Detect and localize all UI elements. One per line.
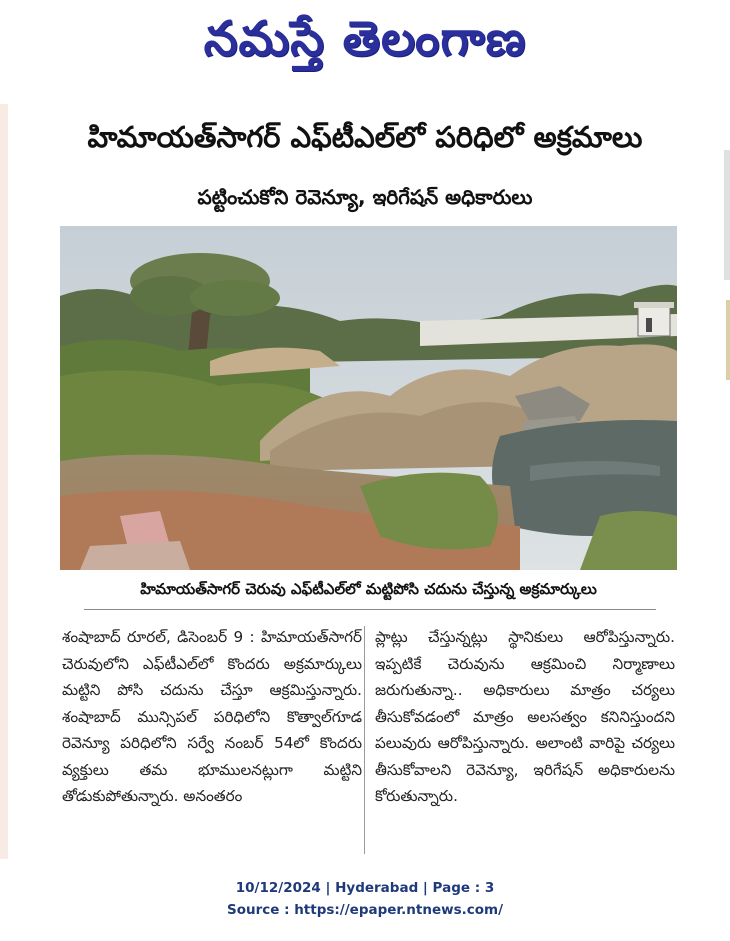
article-subheadline: పట్టించుకోని రెవెన్యూ, ఇరిగేషన్ అధికారులు xyxy=(197,185,533,209)
adjacent-page-edge-right-lower xyxy=(726,300,730,380)
article-photo xyxy=(60,226,677,570)
article-headline: హిమాయత్‌సాగర్ ఎఫ్‌టీఎల్‌లో పరిధిలో అక్రమాలు xyxy=(87,120,643,154)
article-body-left-column: శంషాబాద్ రూరల్, డిసెంబర్ 9 : హిమాయత్‌సాగర్ చెరువులోని ఎఫ్‌టీఎల్‌లో కొందరు అక్రమార్కులు మట్టిని పోసి చదును చేస్తూ ఆక్రమిస్తున్నారు. శంషాబాద్ మున్సిపల్ పరిధిలోని కొత్వాల్‌గూడ రెవెన్యూ పరిధిలోని సర్వే నంబర్ 54లో కొందరు వ్యక్తులు తమ భూములనట్లుగా మట్టిని తోడుకుపోతున్నారు. అనంతరం xyxy=(62,628,362,805)
photo-caption: హిమాయత్‌సాగర్ చెరువు ఎఫ్‌టీఎల్‌లో మట్టిపోసి చదును చేస్తున్న అక్రమార్కులు xyxy=(140,580,597,598)
column-divider xyxy=(364,626,365,854)
adjacent-page-edge-right xyxy=(724,150,730,280)
adjacent-page-edge-left xyxy=(0,104,8,859)
edition-info: 10/12/2024 | Hyderabad | Page : 3 xyxy=(235,880,495,896)
lake-landfill-photo xyxy=(60,226,677,570)
source-link[interactable]: Source : https://epaper.ntnews.com/ xyxy=(226,902,504,918)
masthead xyxy=(0,0,730,78)
article-body-right-column: ప్లాట్లు చేస్తున్నట్లు స్థానికులు ఆరోపిస్తున్నారు. ఇప్పటికే చెరువును ఆక్రమించి నిర్మాణాలు జరుగుతున్నా.. అధికారులు మాత్రం చర్యలు తీసుకోవడంలో మాత్రం అలసత్వం కనినిస్తుందని పలువురు ఆరోపిస్తున్నారు. అలాంటి వారిపై చర్యలు తీసుకోవాలని రెవెన్యూ, ఇరిగేషన్ అధికారులను కోరుతున్నారు. xyxy=(375,628,675,805)
caption-divider xyxy=(84,609,656,610)
newspaper-logo: నమస్తే తెలంగాణ xyxy=(203,11,527,67)
